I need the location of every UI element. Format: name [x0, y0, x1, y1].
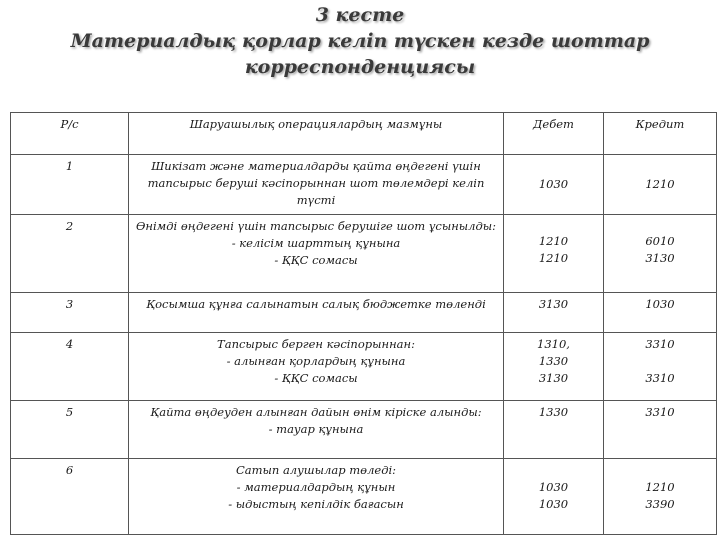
debit-value: 1210 [538, 234, 569, 248]
debit-value: 3130 [538, 371, 569, 385]
row-num: 6 [11, 459, 129, 535]
row-credit [604, 293, 717, 333]
content-line: Шикізат және материалдарды қайта өңдегені үшін [151, 159, 481, 173]
debit-value: 1210 [538, 251, 569, 265]
debit-value [508, 462, 599, 479]
header-credit: Кредит [604, 113, 717, 155]
table-row [11, 155, 717, 215]
table-row [11, 333, 717, 401]
content-line: Тапсырыс берген кәсіпорыннан: [217, 337, 415, 351]
table-row [11, 215, 717, 293]
credit-value: 1030 [645, 297, 675, 311]
row-content [129, 293, 504, 333]
credit-value: 3310 [645, 337, 675, 351]
row-debit [504, 293, 604, 333]
row-content [129, 215, 504, 293]
row-credit [604, 459, 717, 535]
content-line: - ыдыстың кепілдік бағасын [228, 497, 404, 511]
header-num: Р/с [11, 113, 129, 155]
content-line: - материалдардың құнын [236, 480, 396, 494]
credit-value: 6010 [645, 234, 675, 248]
header-content: Шаруашылық операциялардың мазмұны [129, 113, 504, 155]
credit-value: 1210 [645, 480, 675, 494]
row-credit [604, 155, 717, 215]
row-num: 1 [11, 155, 129, 215]
row-num: 3 [11, 293, 129, 333]
row-credit [604, 215, 717, 293]
credit-value: 3130 [645, 251, 675, 265]
credit-value: 3310 [645, 405, 675, 419]
credit-value: 1210 [645, 177, 675, 191]
content-line: Қайта өңдеуден алынған дайын өнім кіріске алынды: [150, 405, 482, 419]
row-debit [504, 155, 604, 215]
row-credit [604, 333, 717, 401]
content-line: - алынған қорлардың құнына [226, 354, 406, 368]
debit-value: 1310, [537, 337, 570, 351]
row-content [129, 401, 504, 459]
row-debit [504, 401, 604, 459]
row-num: 5 [11, 401, 129, 459]
table-row [11, 459, 717, 535]
content-line: Өнімді өңдегені үшін тапсырыс берушіге шот ұсынылды: [136, 219, 496, 233]
row-content [129, 155, 504, 215]
content-line: Қосымша құнға салынатын салық бюджетке төленді [146, 297, 486, 311]
document-title [0, 2, 720, 80]
row-debit [504, 459, 604, 535]
title-line-1: 3 кесте [315, 4, 405, 26]
debit-value: 1330 [538, 354, 569, 368]
debit-value: 3130 [538, 297, 569, 311]
content-line: - ҚҚС сомасы [274, 371, 358, 385]
title-line-2: Материалдық қорлар келіп түскен кезде шоттар [70, 30, 650, 52]
credit-value [608, 353, 712, 370]
content-line: тапсырыс беруші кәсіпорыннан шот төлемдері келіп [147, 176, 485, 190]
content-line: - ҚҚС сомасы [274, 253, 358, 267]
row-num: 4 [11, 333, 129, 401]
credit-value: 3390 [645, 497, 675, 511]
row-num: 2 [11, 215, 129, 293]
header-row [11, 113, 717, 155]
row-content [129, 459, 504, 535]
accounts-table [10, 112, 717, 535]
debit-value: 1030 [538, 480, 569, 494]
header-debit: Дебет [504, 113, 604, 155]
content-line: - тауар құнына [268, 422, 364, 436]
row-credit [604, 401, 717, 459]
content-line: - келісім шарттың құнына [231, 236, 401, 250]
debit-value: 1330 [538, 405, 569, 419]
debit-value: 1030 [538, 497, 569, 511]
content-line: түсті [296, 193, 336, 207]
content-line: Сатып алушылар төледі: [235, 463, 397, 477]
table-row [11, 293, 717, 333]
title-line-3: корреспонденциясы [244, 56, 476, 78]
table-row [11, 401, 717, 459]
row-debit [504, 333, 604, 401]
credit-value [608, 462, 712, 479]
debit-value: 1030 [538, 177, 569, 191]
row-debit [504, 215, 604, 293]
row-content [129, 333, 504, 401]
credit-value: 3310 [645, 371, 675, 385]
